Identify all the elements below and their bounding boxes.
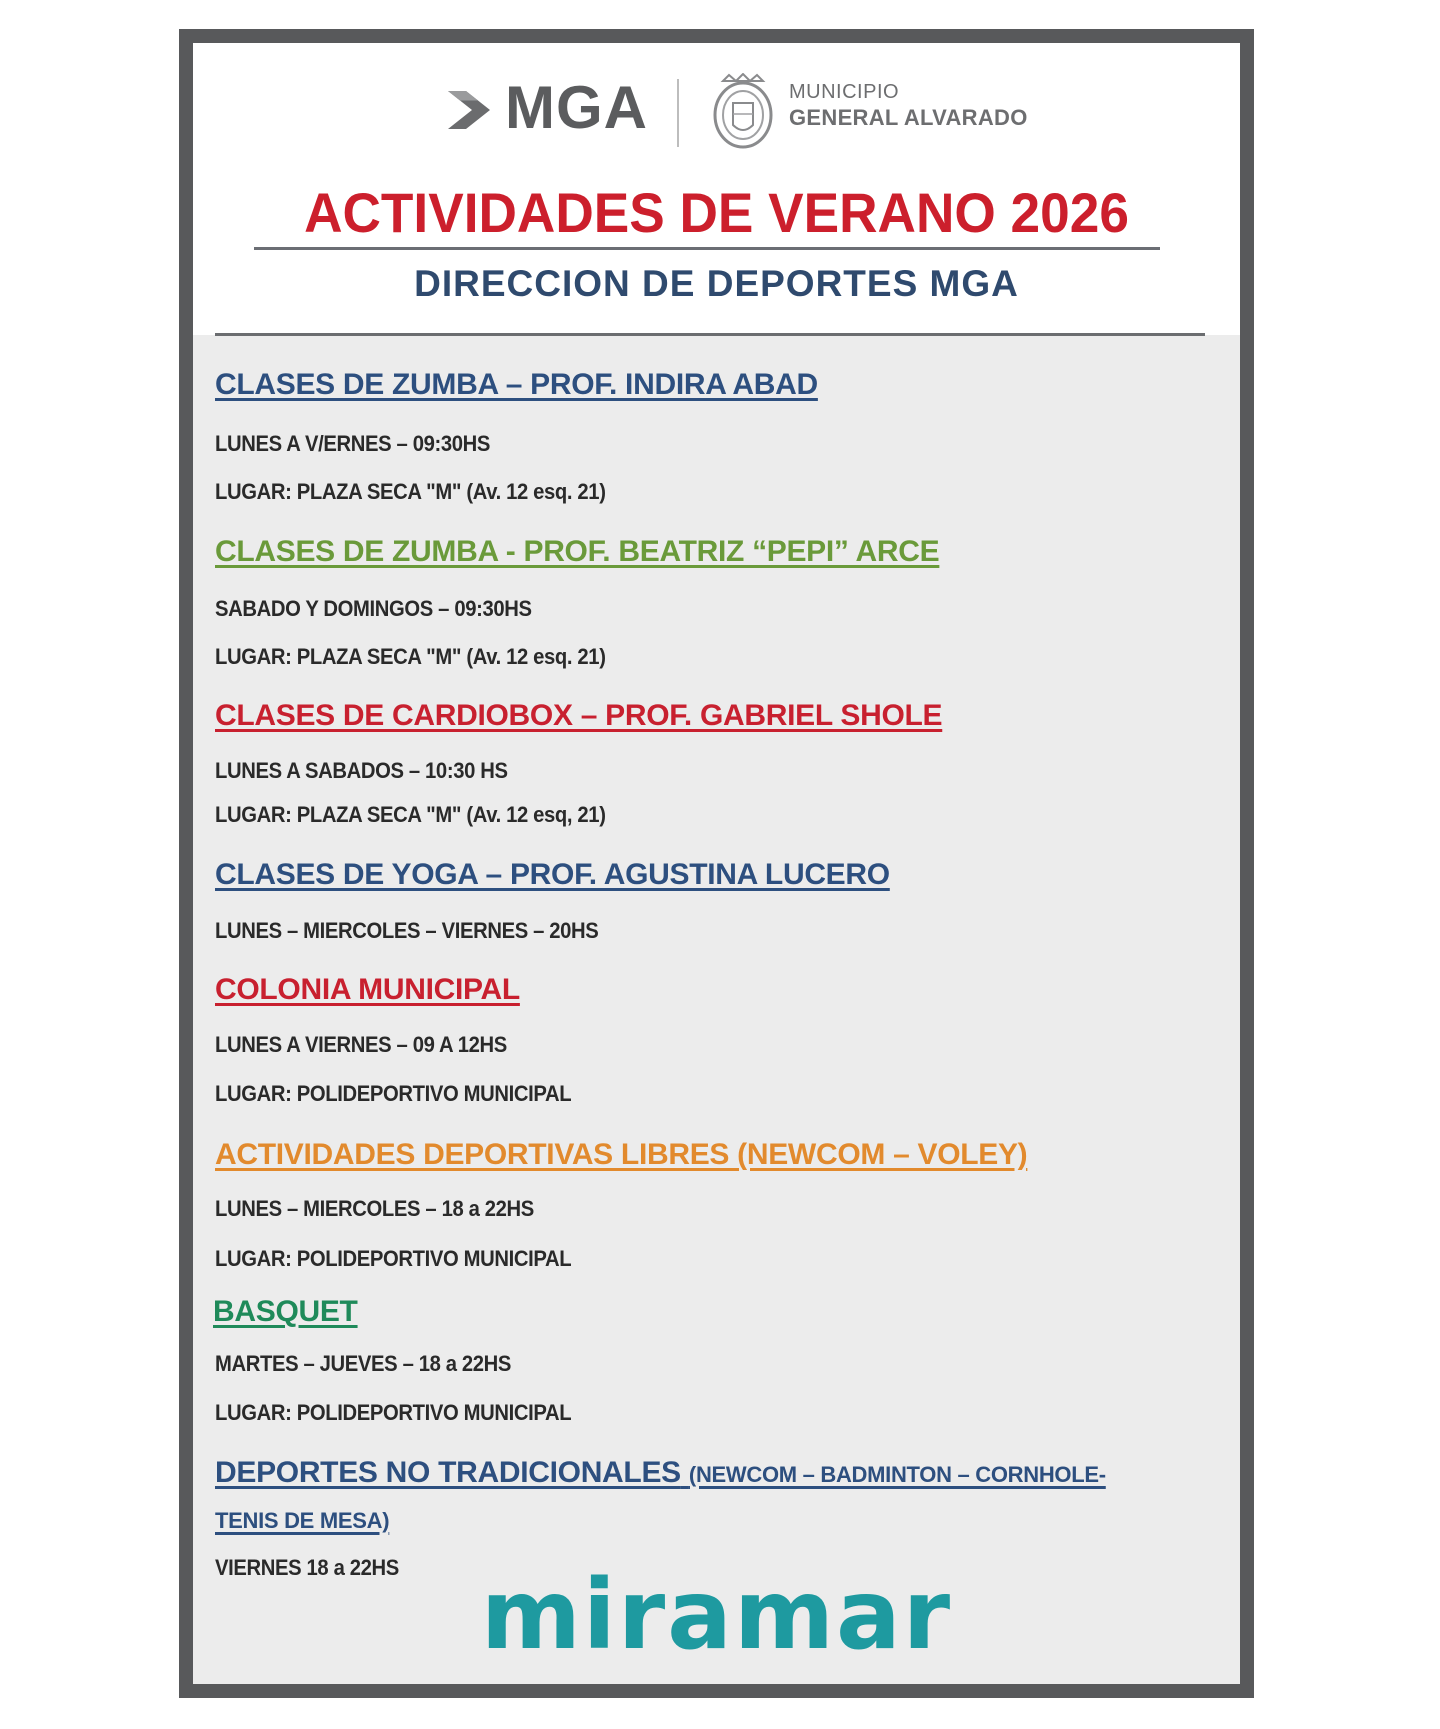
- miramar-logo: miramar: [480, 1559, 953, 1671]
- page-title: ACTIVIDADES DE VERANO 2026: [304, 181, 1129, 244]
- section-line: LUNES A SABADOS – 10:30 HS: [215, 758, 508, 783]
- poster-frame: [179, 29, 1254, 1698]
- section-line: SABADO Y DOMINGOS – 09:30HS: [215, 596, 532, 621]
- section-line: LUGAR: PLAZA SECA "M" (Av. 12 esq. 21): [215, 644, 606, 669]
- section-line: LUNES – MIERCOLES – 18 a 22HS: [215, 1196, 534, 1221]
- section-line: VIERNES 18 a 22HS: [215, 1555, 399, 1580]
- section-line: LUGAR: POLIDEPORTIVO MUNICIPAL: [215, 1081, 572, 1106]
- section-line: LUNES A VIERNES – 09 A 12HS: [215, 1032, 507, 1057]
- municipio-label: MUNICIPIO: [789, 81, 900, 103]
- section-line: MARTES – JUEVES – 18 a 22HS: [215, 1351, 512, 1376]
- section-line: LUGAR: PLAZA SECA "M" (Av. 12 esq. 21): [215, 479, 606, 504]
- mga-chevron-icon: [444, 85, 496, 135]
- section-heading-extra: (NEWCOM – BADMINTON – CORNHOLE-: [688, 1462, 1106, 1487]
- section-line: LUGAR: POLIDEPORTIVO MUNICIPAL: [215, 1246, 572, 1271]
- section-line: LUNES A V/ERNES – 09:30HS: [215, 431, 491, 456]
- header-divider: [215, 333, 1205, 336]
- mga-logo: MGA: [505, 74, 648, 141]
- general-alvarado-label: GENERAL ALVARADO: [789, 105, 1028, 130]
- section-heading: CLASES DE ZUMBA - PROF. BEATRIZ “PEPI” ARCE: [215, 535, 940, 568]
- municipal-seal-icon: [709, 73, 777, 149]
- section-heading: ACTIVIDADES DEPORTIVAS LIBRES (NEWCOM – VOLEY): [215, 1138, 1028, 1171]
- logo-divider: [677, 79, 679, 147]
- section-heading: [215, 1455, 1106, 1493]
- section-heading: CLASES DE CARDIOBOX – PROF. GABRIEL SHOLE: [215, 699, 943, 732]
- page-subtitle: DIRECCION DE DEPORTES MGA: [414, 263, 1019, 304]
- section-heading: BASQUET: [213, 1295, 358, 1328]
- section-line: LUGAR: POLIDEPORTIVO MUNICIPAL: [215, 1400, 572, 1425]
- section-line: LUNES – MIERCOLES – VIERNES – 20HS: [215, 918, 599, 943]
- section-heading: CLASES DE ZUMBA – PROF. INDIRA ABAD: [215, 368, 818, 401]
- section-line: LUGAR: PLAZA SECA "M" (Av. 12 esq, 21): [215, 802, 606, 827]
- section-heading-main: DEPORTES NO TRADICIONALES: [215, 1456, 681, 1489]
- section-heading: COLONIA MUNICIPAL: [215, 973, 520, 1006]
- title-underline: [254, 247, 1160, 250]
- section-heading: CLASES DE YOGA – PROF. AGUSTINA LUCERO: [215, 858, 890, 891]
- section-heading-extra: TENIS DE MESA): [215, 1508, 390, 1533]
- section-heading-continued: [215, 1501, 389, 1539]
